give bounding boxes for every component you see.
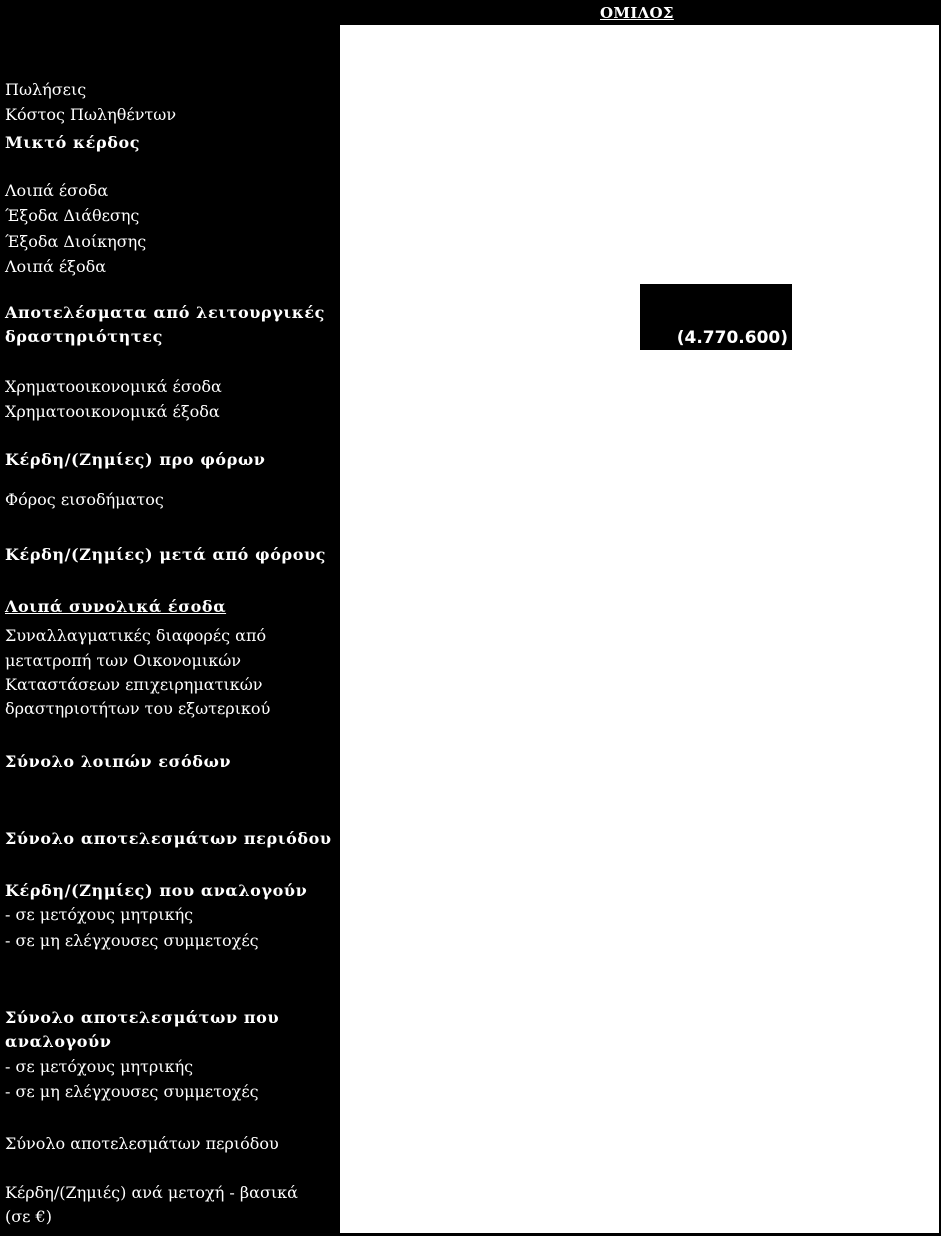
values-panel bbox=[340, 25, 939, 1234]
operating-results-value-cell bbox=[640, 284, 792, 350]
other-income-label: Λοιπά έσοδα bbox=[5, 181, 109, 200]
non-controlling-interests-label-2: - σε μη ελέγχουσες συμμετοχές bbox=[5, 1082, 259, 1101]
group-column-title: ΟΜΙΛΟΣ bbox=[600, 4, 674, 22]
parent-shareholders-label: - σε μετόχους μητρικής bbox=[5, 905, 194, 924]
gross-profit-block bbox=[0, 130, 338, 281]
parent-shareholders-label-2: - σε μετόχους μητρικής bbox=[5, 1057, 194, 1076]
profit-attributable-block bbox=[0, 879, 338, 978]
profit-after-tax-label: Κέρδη/(Ζημίες) μετά από φόρους bbox=[5, 545, 327, 564]
fx-differences-line2: μετατροπή των Οικονομικών bbox=[5, 651, 241, 670]
total-results-attributable-line1: Σύνολο αποτελεσμάτων που bbox=[5, 1008, 280, 1027]
eps-label-line1: Κέρδη/(Ζημιές) ανά μετοχή - βασικά bbox=[5, 1183, 298, 1202]
total-period-results-label: Σύνολο αποτελεσμάτων περιόδου bbox=[5, 829, 332, 848]
distribution-expenses-label: Έξοδα Διάθεσης bbox=[5, 206, 140, 225]
total-other-income-label: Σύνολο λοιπών εσόδων bbox=[5, 752, 232, 771]
operating-results-label-line1: Αποτελέσματα από λειτουργικές bbox=[5, 303, 326, 322]
other-comprehensive-income-block bbox=[0, 594, 338, 798]
non-controlling-interests-label: - σε μη ελέγχουσες συμμετοχές bbox=[5, 931, 259, 950]
total-period-results-label-2: Σύνολο αποτελεσμάτων περιόδου bbox=[5, 1134, 279, 1153]
profit-before-tax-block bbox=[0, 429, 338, 514]
other-comprehensive-income-label: Λοιπά συνολικά έσοδα bbox=[5, 597, 227, 616]
profit-before-tax-label: Κέρδη/(Ζημίες) προ φόρων bbox=[5, 450, 266, 469]
administrative-expenses-label: Έξοδα Διοίκησης bbox=[5, 232, 147, 251]
operating-results-label-line2: δραστηριότητες bbox=[5, 327, 163, 346]
eps-label-line2: (σε €) bbox=[5, 1207, 52, 1226]
income-tax-label: Φόρος εισοδήματος bbox=[5, 490, 164, 509]
profit-after-tax-block bbox=[0, 517, 338, 591]
eps-block bbox=[0, 1133, 338, 1233]
cost-of-sales-label: Κόστος Πωληθέντων bbox=[5, 105, 177, 124]
operating-results-block bbox=[0, 284, 338, 426]
fx-differences-line3: Καταστάσεων επιχειρηματικών bbox=[5, 675, 263, 694]
operating-results-value: (4.770.600) bbox=[676, 328, 788, 348]
finance-income-label: Χρηματοοικονομικά έσοδα bbox=[5, 377, 222, 396]
label-header-cell bbox=[0, 25, 338, 75]
gross-profit-label: Μικτό κέρδος bbox=[5, 133, 141, 152]
total-period-results-block bbox=[0, 802, 338, 876]
total-results-attributable-block bbox=[0, 981, 338, 1130]
finance-expenses-label: Χρηματοοικονομικά έξοδα bbox=[5, 402, 220, 421]
total-results-attributable-line2: αναλογούν bbox=[5, 1032, 112, 1051]
fx-differences-line4: δραστηριοτήτων του εξωτερικού bbox=[5, 699, 271, 718]
fx-differences-line1: Συναλλαγματικές διαφορές από bbox=[5, 626, 267, 645]
other-expenses-label: Λοιπά έξοδα bbox=[5, 257, 107, 276]
sales-block bbox=[0, 78, 338, 127]
sales-label: Πωλήσεις bbox=[5, 80, 87, 99]
profit-attributable-label: Κέρδη/(Ζημίες) που αναλογούν bbox=[5, 881, 308, 900]
header-bar bbox=[0, 0, 941, 24]
